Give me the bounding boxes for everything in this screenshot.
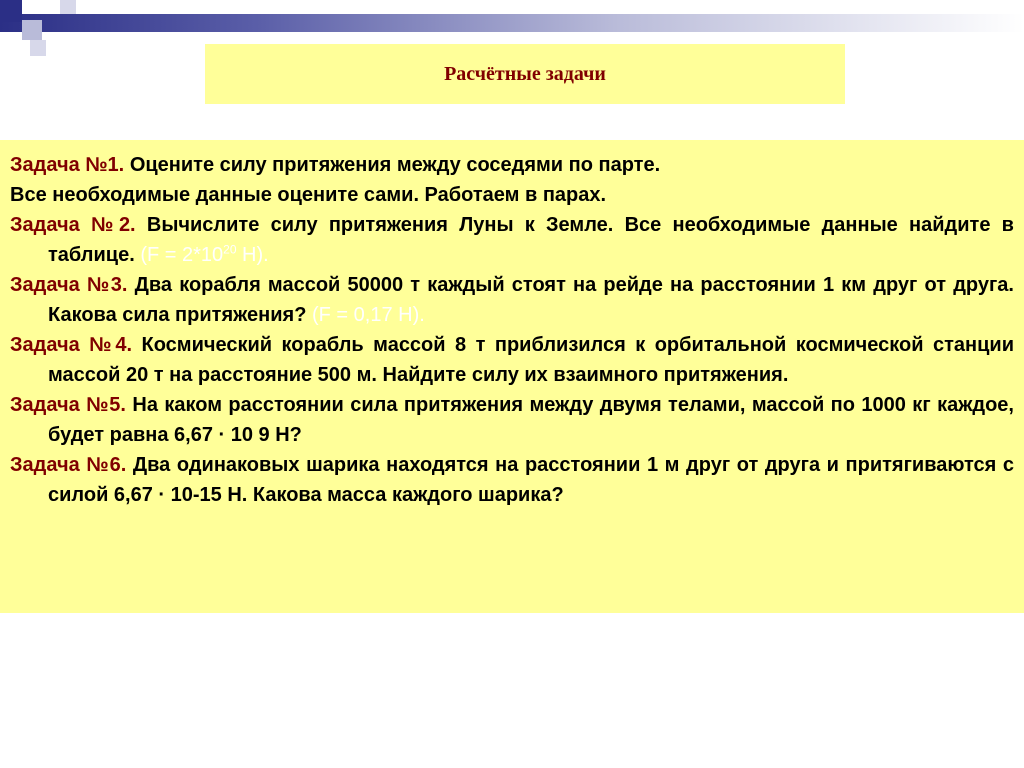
task-6	[10, 450, 1014, 510]
task-label: Задача №2.	[10, 214, 136, 236]
task-text: Два корабля массой 50000 т каждый стоят на рейде на расстоянии 1 км друг от друга. Какова сила притяжения?	[48, 274, 1014, 326]
task-text: Вычислите силу притяжения Луны к Земле. Все необходимые данные найдите в таблице.	[48, 214, 1014, 266]
header-decoration-bar	[0, 14, 1024, 32]
task-label: Задача №1.	[10, 154, 125, 176]
task-label: Задача №5.	[10, 394, 126, 416]
decorative-square	[30, 40, 46, 56]
task-label: Задача №3.	[10, 274, 128, 296]
task-3	[10, 270, 1014, 330]
answer-part: Н).	[236, 244, 269, 266]
task-4	[10, 330, 1014, 390]
decorative-square	[0, 0, 22, 22]
task-text: Все необходимые данные оцените сами. Работаем в парах.	[10, 184, 607, 206]
task-text: Оцените силу притяжения между соседями по парте.	[129, 154, 661, 176]
task-5	[10, 390, 1014, 450]
answer-exponent: 20	[223, 242, 237, 257]
task-2	[10, 210, 1014, 270]
title-box	[205, 44, 845, 104]
task-text: Космический корабль массой 8 т приблизился к орбитальной космической станции массой 20 т на расстояние 500 м. Найдите силу их взаимного притяжения.	[48, 334, 1014, 386]
tasks-box	[0, 140, 1024, 613]
task-label: Задача №4.	[10, 334, 133, 356]
slide-title: Расчётные задачи	[444, 62, 606, 85]
answer-part: (F = 2*10	[140, 244, 224, 266]
decorative-square	[60, 0, 76, 14]
decorative-square	[22, 20, 42, 40]
task-text: На каком расстоянии сила притяжения между двумя телами, массой по 1000 кг каждое, будет равна 6,67 · 10 9 Н?	[48, 394, 1014, 446]
task-text: Два одинаковых шарика находятся на расстоянии 1 м друг от друга и притягиваются с силой 6,67 · 10-15 Н. Какова масса каждого шарика?	[48, 454, 1014, 506]
task-label: Задача №6.	[10, 454, 127, 476]
task-1-note	[10, 180, 1014, 210]
task-1	[10, 150, 1014, 180]
task-answer: (F = 0,17 Н).	[311, 304, 425, 326]
task-answer	[140, 244, 268, 266]
